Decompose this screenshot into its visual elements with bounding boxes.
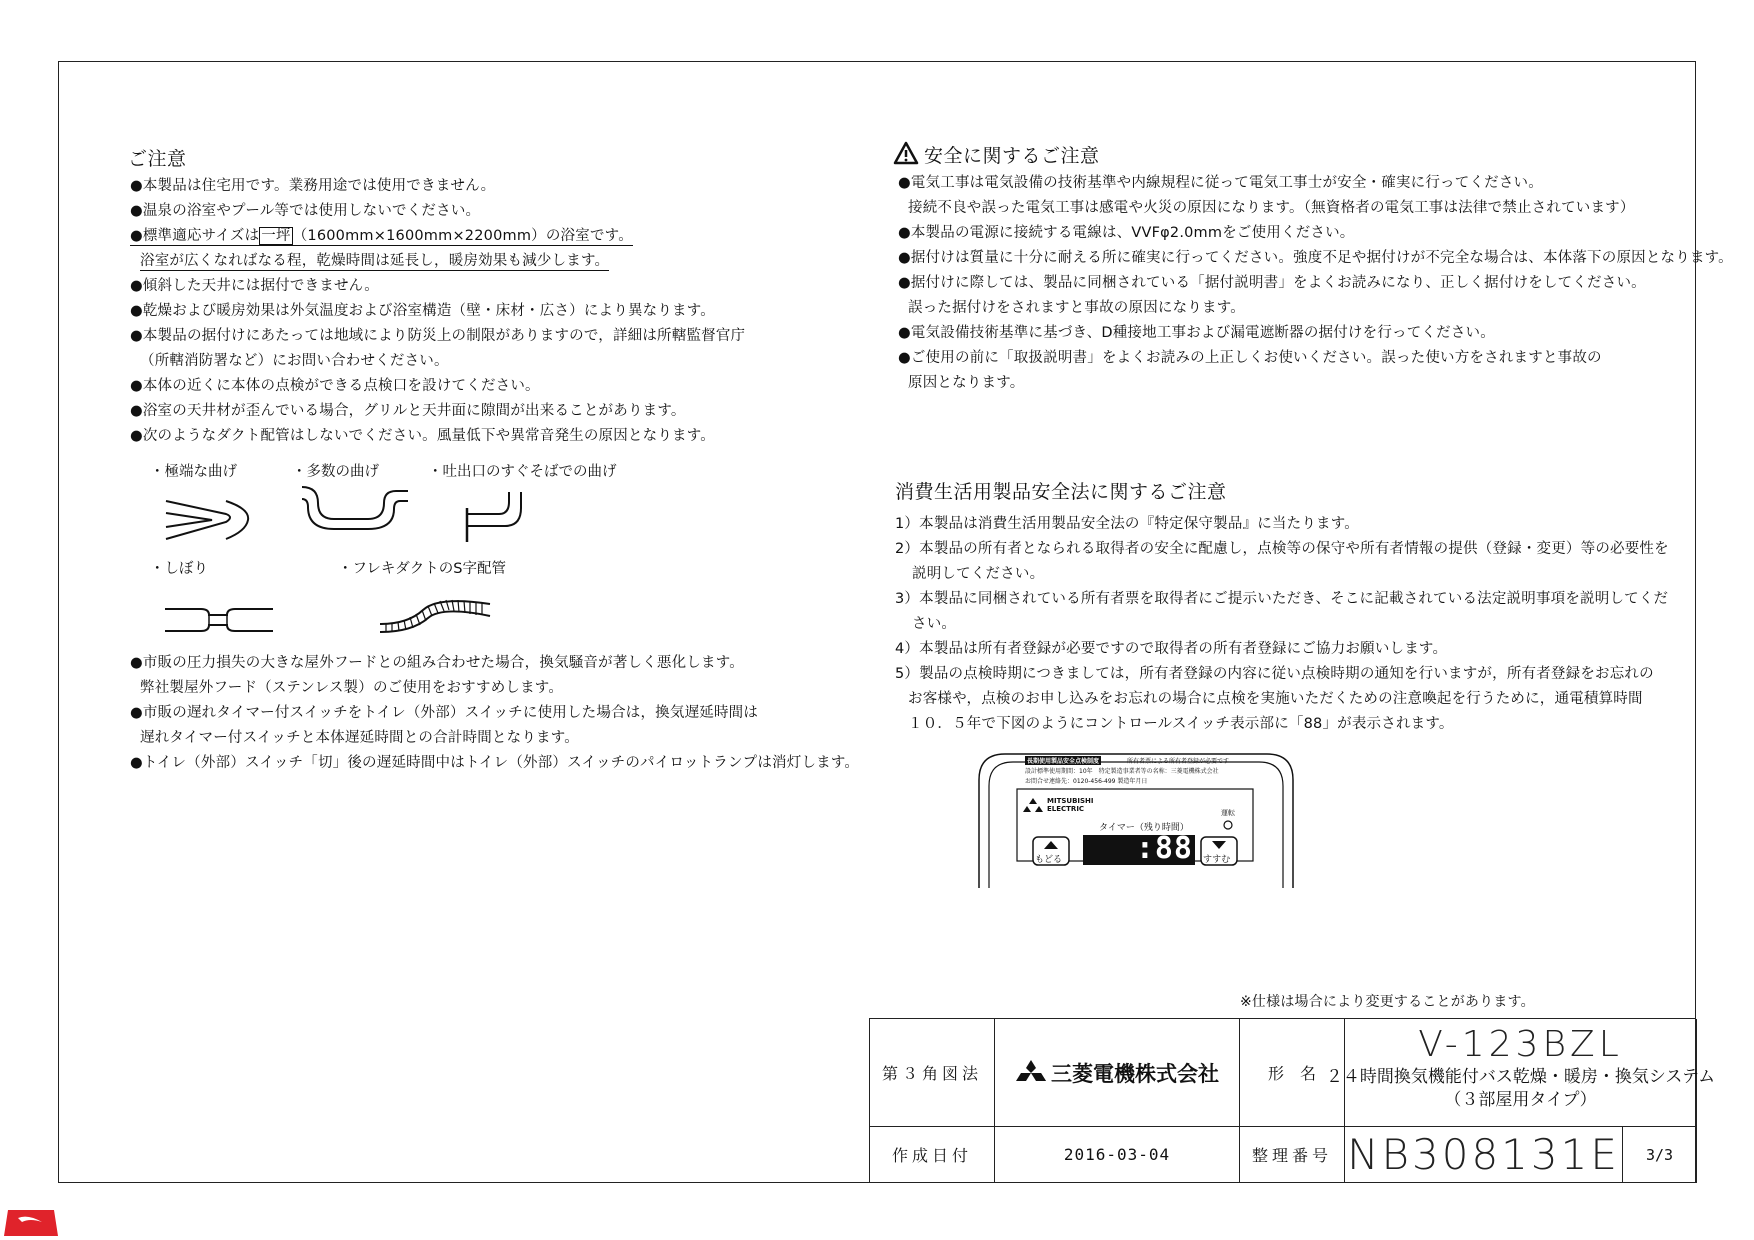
constriction-icon <box>163 605 275 635</box>
model-type: （３部屋用タイプ） <box>1444 1090 1597 1110</box>
safety-item: ●据付けは質量に十分に耐える所に確実に行ってください。強度不足や据付けが不完全な場合は、本体落下の原因となります。 <box>898 250 1733 266</box>
consumer-item: 2）本製品の所有者となられる取得者の安全に配慮し，点検等の保守や所有者情報の提供（登録・変更）等の必要性を <box>895 541 1669 557</box>
notice-item: 浴室が広くなればなる程，乾燥時間は延長し，暖房効果も減少します。 <box>140 249 609 271</box>
company-name: 三菱電機株式会社 <box>1051 1061 1219 1086</box>
date-label: 作成日付 <box>870 1127 995 1183</box>
safety-item: ●電気工事は電気設備の技術基準や内線規程に従って電気工事士が安全・確実に行ってください。 <box>898 175 1543 191</box>
consumer-item: １０．５年で下図のようにコントロールスイッチ表示部に「88」が表示されます。 <box>908 716 1454 732</box>
consumer-item: さい。 <box>912 616 957 632</box>
notice-title: ご注意 <box>128 148 187 170</box>
consumer-item: お客様や，点検のお申し込みをお忘れの場合に点検を実施いただくための注意喚起を行うために，通電積算時間 <box>908 691 1643 707</box>
notice-item: ●本製品の据付けにあたっては地域により防災上の制限がありますので，詳細は所轄監督官庁 <box>130 328 746 344</box>
outlet-bend-icon <box>465 490 540 545</box>
notice-item: ●市販の遅れタイマー付スイッチをトイレ（外部）スイッチに使用した場合は，換気遅延時間は <box>130 705 759 721</box>
safety-item: ●電気設備技術基準に基づき、D種接地工事および漏電遮断器の据付けを行ってください。 <box>898 325 1495 341</box>
sticker-line: 設計標準使用期間：10年 特定製造事業者等の名称：三菱電機株式会社 <box>1025 768 1219 775</box>
power-label: 運転 <box>1221 809 1235 817</box>
mitsubishi-logo-icon <box>1015 1059 1047 1087</box>
safety-item: ●据付けに際しては、製品に同梱されている「据付説明書」をよくお読みになり、正しく据付けをしてください。 <box>898 275 1646 291</box>
notice-item: 遅れタイマー付スイッチと本体遅延時間との合計時間となります。 <box>140 730 579 746</box>
safety-item: 原因となります。 <box>908 375 1025 391</box>
many-bends-icon <box>300 485 410 530</box>
timer-label: タイマー（残り時間） <box>1099 823 1189 833</box>
spec-change-note: ※仕様は場合により変更することがあります。 <box>1240 994 1535 1010</box>
notice-std-size: ●標準適応サイズは 一坪 （1600mm×1600mm×2200mm）の浴室です。 <box>130 224 633 246</box>
reference-number: NB308131E <box>1345 1127 1623 1183</box>
company-logo <box>995 1019 1240 1127</box>
model-number: V-123BZL <box>1418 1024 1623 1065</box>
duct-label-flex-s: ・フレキダクトのS字配管 <box>338 561 506 577</box>
safety-item: 誤った据付けをされますと事故の原因になります。 <box>908 300 1245 316</box>
sticker-line: お問合せ連絡先：0120-456-499 製造年月日 <box>1025 778 1148 785</box>
notice-item: ●乾燥および暖房効果は外気温度および浴室構造（壁・床材・広さ）により異なります。 <box>130 303 715 319</box>
consumer-item: 1）本製品は消費生活用製品安全法の『特定保守製品』に当たります。 <box>895 516 1359 532</box>
safety-title: 安全に関するご注意 <box>924 145 1100 167</box>
notice-item: ●トイレ（外部）スイッチ「切」後の遅延時間中はトイレ（外部）スイッチのパイロットランプは消灯します。 <box>130 755 860 771</box>
safety-item: ●本製品の電源に接続する電線は、VVFφ2.0mmをご使用ください。 <box>898 225 1355 241</box>
safety-item: 接続不良や誤った電気工事は感電や火災の原因になります。（無資格者の電気工事は法律で禁止されています） <box>908 200 1635 216</box>
control-switch-illustration <box>977 752 1295 888</box>
notice-item: ●本体の近くに本体の点検ができる点検口を設けてください。 <box>130 378 540 394</box>
consumer-title: 消費生活用製品安全法に関するご注意 <box>895 481 1227 503</box>
duct-label-constriction: ・しぼり <box>150 561 208 577</box>
notice-item: ●市販の圧力損失の大きな屋外フードとの組み合わせた場合，換気騒音が著しく悪化します。 <box>130 655 744 671</box>
duct-label-outlet-bend: ・吐出口のすぐそばでの曲げ <box>428 464 617 480</box>
safety-item: ●ご使用の前に「取扱説明書」をよくお読みの上正しくお使いください。誤った使い方をされますと事故の <box>898 350 1602 366</box>
notice-item: ●傾斜した天井には据付できません。 <box>130 278 379 294</box>
notice-item: 弊社製屋外フード（ステンレス製）のご使用をおすすめします。 <box>140 680 564 696</box>
ref-label: 整理番号 <box>1240 1127 1345 1183</box>
duct-label-many-bends: ・多数の曲げ <box>292 464 379 480</box>
next-button: すすむ <box>1203 855 1231 865</box>
page-number: 3/3 <box>1623 1127 1697 1183</box>
notice-item: ●浴室の天井材が歪んでいる場合，グリルと天井面に隙間が出来ることがあります。 <box>130 403 686 419</box>
consumer-item: 5）製品の点検時期につきましては，所有者登録の内容に従い点検時期の通知を行いますが，所有者登録をお忘れの <box>895 666 1654 682</box>
notice-item: ●次のようなダクト配管はしないでください。風量低下や異常音発生の原因となります。 <box>130 428 715 444</box>
sticker-line: 所有者票による所有者登録が必要です <box>1127 758 1230 765</box>
warning-icon <box>893 141 919 165</box>
notice-item: ●温泉の浴室やプール等では使用しないでください。 <box>130 203 481 219</box>
notice-item: （所轄消防署など）にお問い合わせください。 <box>140 353 449 369</box>
consumer-item: 3）本製品に同梱されている所有者票を取得者にご提示いただき、そこに記載されている法定説明事項を説明してくだ <box>895 591 1669 607</box>
creation-date: 2016-03-04 <box>995 1127 1240 1183</box>
title-block <box>869 1018 1716 1182</box>
sticker-title: 長期使用製品安全点検制度 <box>1027 758 1100 765</box>
consumer-item: 4）本製品は所有者登録が必要ですので取得者の所有者登録にご協力お願いします。 <box>895 641 1448 657</box>
projection-method: 第３角図法 <box>870 1019 995 1127</box>
led-display: :88 <box>1135 831 1193 866</box>
duct-label-sharp-bend: ・極端な曲げ <box>150 464 237 480</box>
sharp-bend-icon <box>160 495 250 545</box>
notice-item: ●本製品は住宅用です。業務用途では使用できません。 <box>130 178 496 194</box>
model-cell <box>1325 1019 1716 1127</box>
back-button: もどる <box>1035 855 1063 865</box>
model-label: 形 名 <box>1240 1019 1345 1127</box>
red-corner-logo-icon <box>2 1208 60 1238</box>
brand-logo: MITSUBISHI ELECTRIC <box>1047 797 1094 813</box>
consumer-item: 説明してください。 <box>912 566 1045 582</box>
flex-duct-s-icon <box>378 594 493 632</box>
model-description: ２４時間換気機能付バス乾燥・暖房・換気システム <box>1325 1067 1716 1087</box>
